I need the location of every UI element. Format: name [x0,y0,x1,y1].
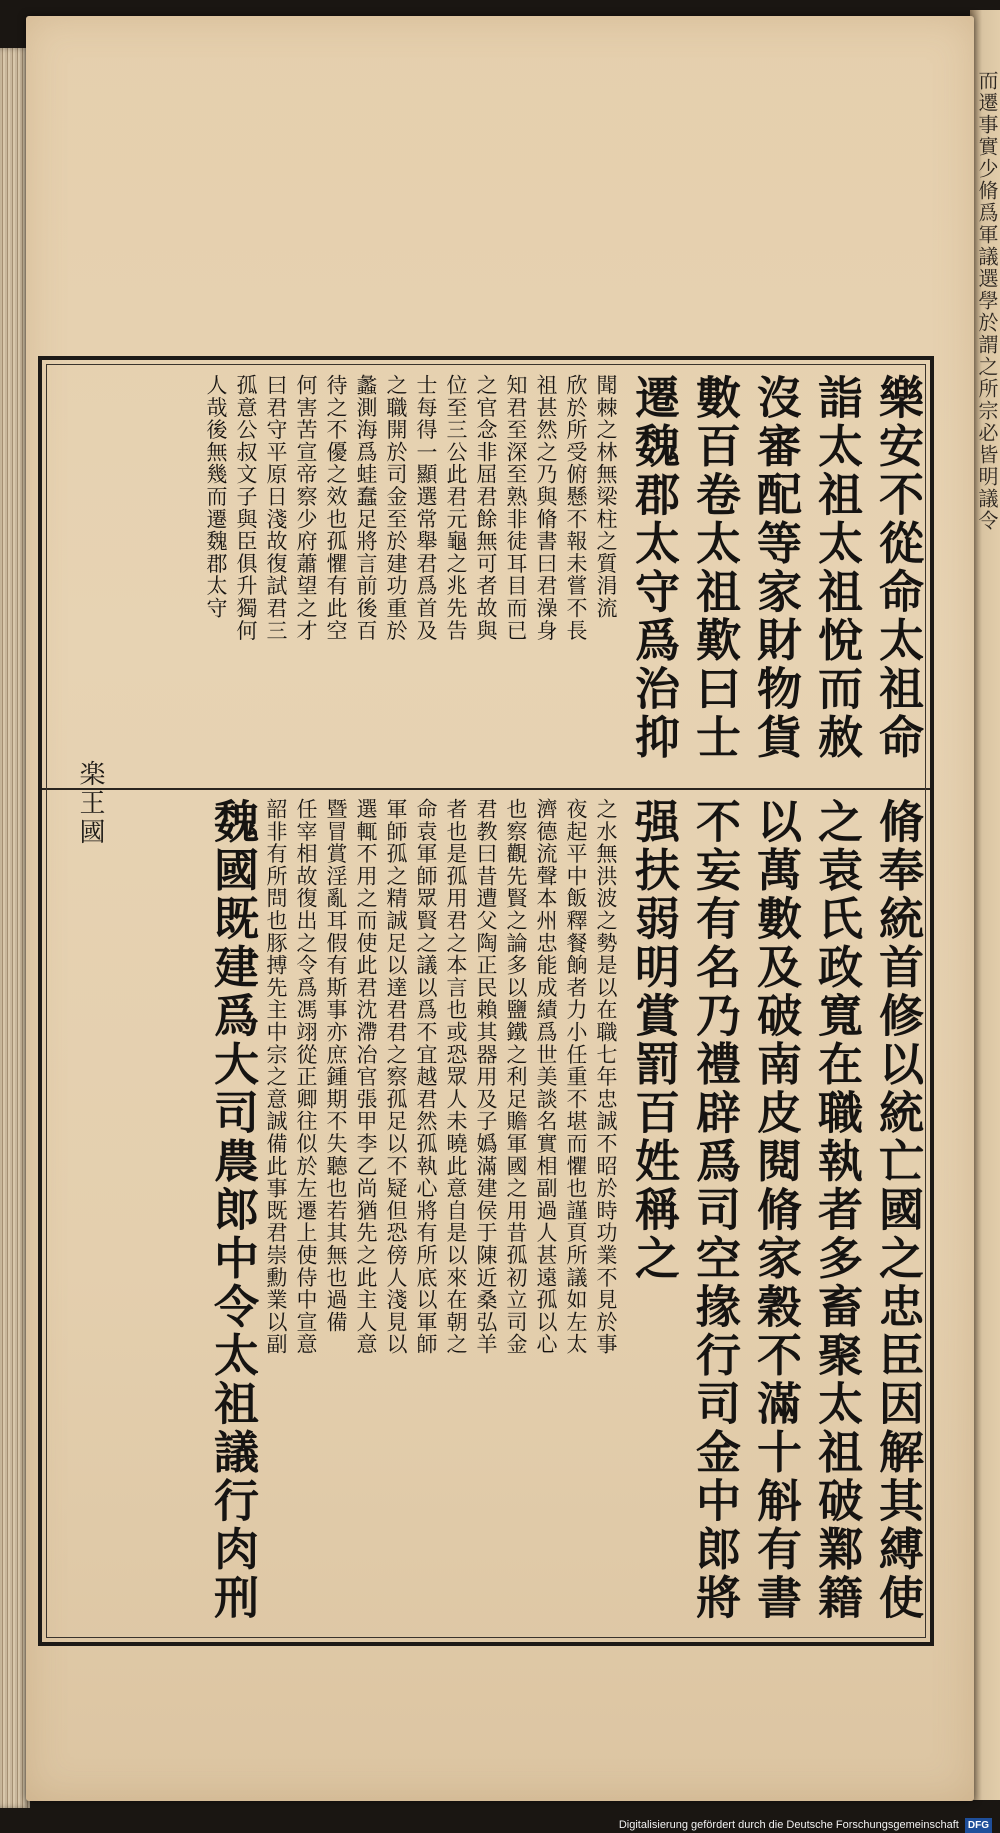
text-column: 之官念非屈君餘無可者故與 [474,374,498,642]
text-column: 强扶弱明賞罰百姓稱之 [627,798,680,1283]
text-column: 位至三公此君元龜之兆先告 [444,374,468,642]
right-page-text: 而遷事實少脩爲軍議選學於謂之所宗必皆明議令 [975,70,999,532]
text-column: 之袁氏政寬在職執者多畜聚太祖破鄴籍 [810,798,863,1623]
text-column: 任宰相故復出之令爲馮翊從正卿往似於左遷上使侍中宣意 [294,798,318,1356]
text-column: 曰君守平原日淺故復試君三 [264,374,288,642]
text-column: 韶非有所問也豚搏先主中宗之意誠備此事既君崇勳業以副 [264,798,288,1356]
text-column: 聞棘之林無梁柱之質涓流 [594,374,618,620]
text-column: 之水無洪波之勢是以在職七年忠誠不昭於時功業不見於事 [594,798,618,1356]
text-column: 不妄有名乃禮辟爲司空掾行司金中郎將 [688,798,741,1623]
text-column: 沒審配等家財物貨 [749,374,802,762]
text-column: 命袁軍師眾賢之議以爲不宜越君然孤執心將有所底以軍師 [414,798,438,1356]
text-column: 孤意公叔文子與臣俱升獨何 [234,374,258,642]
text-column: 軍師孤之精誠足以達君君之察孤足以不疑但恐傍人淺見以 [384,798,408,1356]
text-column: 欣於所受俯懸不報未嘗不長 [564,374,588,642]
text-column: 君教曰昔遭父陶正民賴其器用及子嬀滿建侯于陳近桑弘羊 [474,798,498,1356]
adjacent-right-page [970,10,1000,1800]
text-column: 士每得一顯選常舉君爲首及 [414,374,438,642]
text-column: 知君至深至熟非徒耳目而已 [504,374,528,642]
dfg-logo-icon: DFG [965,1818,992,1833]
text-column: 者也是孤用君之本言也或恐眾人未曉此意自是以來在朝之 [444,798,468,1356]
text-column: 祖甚然之乃與脩書曰君澡身 [534,374,558,642]
text-column: 何害苦宣帝察少府蕭望之才 [294,374,318,642]
text-column: 蠡測海爲蛙蠢足將言前後百 [354,374,378,642]
text-column: 以萬數及破南皮閱脩家穀不滿十斛有書 [749,798,802,1623]
text-column: 選輒不用之而使此君沈滯冶官張甲李乙尚猶先之此主人意 [354,798,378,1356]
text-column: 詣太祖太祖悅而赦 [810,374,863,762]
margin-label: 楽王國 [75,760,105,847]
text-column: 脩奉統首修以統亡國之忠臣因解其縛使 [871,798,924,1623]
text-column: 也察觀先賢之論多以鹽鐵之利足贍軍國之用昔孤初立司金 [504,798,528,1356]
text-column: 人哉後無幾而遷魏郡太守 [204,374,228,620]
text-column: 夜起平中飯釋餐餉者力小任重不堪而懼也謹頁所議如左太 [564,798,588,1356]
digitization-footer [600,1817,992,1833]
text-column: 遷魏郡太守爲治抑 [627,374,680,762]
text-column: 之職開於司金至於建功重於 [384,374,408,642]
text-frame [38,356,934,1646]
text-column: 待之不優之效也孤懼有此空 [324,374,348,642]
text-column: 濟德流聲本州忠能成績爲世美談名實相副過人甚遠孤以心 [534,798,558,1356]
text-column: 樂安不從命太祖命 [871,374,924,762]
text-column: 魏國既建爲大司農郎中令太祖議行肉刑 [206,798,259,1623]
row-divider [42,788,930,790]
text-column: 數百卷太祖歎曰士 [688,374,741,762]
text-column: 暨冒賞淫亂耳假有斯事亦庶鍾期不失聽也若其無也過備 [324,798,348,1334]
footer-text: Digitalisierung gefördert durch die Deutsche Forschungsgemeinschaft [618,1819,959,1831]
